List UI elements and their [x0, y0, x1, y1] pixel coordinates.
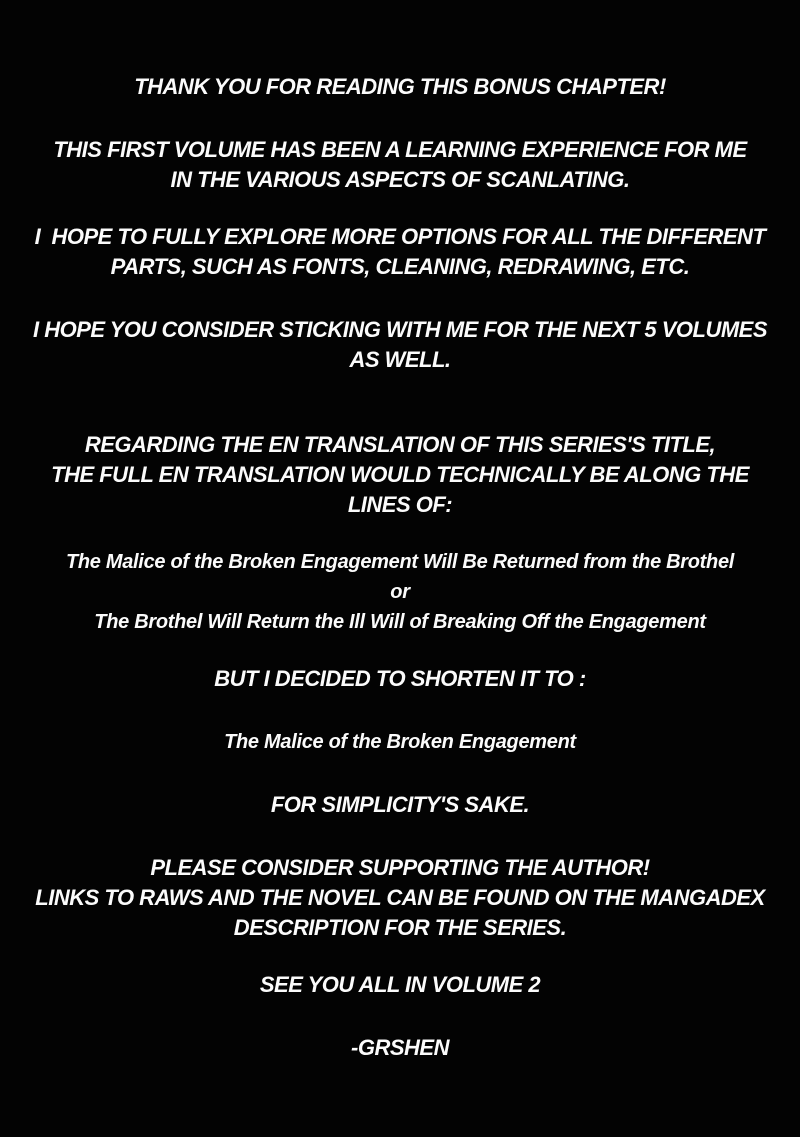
- credits-line: FOR SIMPLICITY'S SAKE.: [270, 792, 530, 817]
- series-short-title: The Malice of the Broken Engagement: [224, 731, 576, 753]
- title-translation-line: The Brothel Will Return the Ill Will of Breaking Off the Engagement: [94, 611, 706, 633]
- paragraph-learning-experience: [0, 135, 800, 195]
- paragraph-see-you: [0, 970, 800, 1000]
- credits-line: I HOPE TO FULLY EXPLORE MORE OPTIONS FOR ALL THE DIFFERENT: [34, 224, 766, 249]
- credits-line: THANK YOU FOR READING THIS BONUS CHAPTER!: [134, 74, 666, 99]
- credits-line: THE FULL EN TRANSLATION WOULD TECHNICALLY BE ALONG THE: [51, 462, 749, 487]
- paragraph-short-title: [0, 727, 800, 757]
- paragraph-simplicity: [0, 790, 800, 820]
- credits-line: BUT I DECIDED TO SHORTEN IT TO :: [214, 666, 586, 691]
- paragraph-shorten-intro: [0, 664, 800, 694]
- credits-line: I HOPE YOU CONSIDER STICKING WITH ME FOR THE NEXT 5 VOLUMES: [32, 317, 768, 342]
- title-or-separator: or: [390, 581, 410, 603]
- title-translation-line: The Malice of the Broken Engagement Will Be Returned from the Brothel: [65, 551, 735, 573]
- credits-line: PARTS, SUCH AS FONTS, CLEANING, REDRAWING, ETC.: [110, 254, 690, 279]
- credits-line: DESCRIPTION FOR THE SERIES.: [233, 915, 567, 940]
- credits-line: REGARDING THE EN TRANSLATION OF THIS SERIES'S TITLE,: [84, 432, 716, 457]
- paragraph-full-translations: [0, 547, 800, 637]
- paragraph-next-volumes: [0, 315, 800, 375]
- paragraph-support-author: [0, 853, 800, 943]
- credits-line: LINES OF:: [347, 492, 453, 517]
- credits-line: PLEASE CONSIDER SUPPORTING THE AUTHOR!: [150, 855, 650, 880]
- credits-line: AS WELL.: [349, 347, 451, 372]
- signature: [0, 1033, 800, 1063]
- credits-line: LINKS TO RAWS AND THE NOVEL CAN BE FOUND ON THE MANGADEX: [35, 885, 765, 910]
- credits-line: IN THE VARIOUS ASPECTS OF SCANLATING.: [170, 167, 630, 192]
- paragraph-thank-you: [0, 72, 800, 102]
- paragraph-explore-options: [0, 222, 800, 282]
- scanlator-signature: -GRSHEN: [351, 1035, 449, 1060]
- credits-line: SEE YOU ALL IN VOLUME 2: [259, 972, 541, 997]
- credits-line: THIS FIRST VOLUME HAS BEEN A LEARNING EXPERIENCE FOR ME: [53, 137, 747, 162]
- paragraph-regarding-title: [0, 430, 800, 520]
